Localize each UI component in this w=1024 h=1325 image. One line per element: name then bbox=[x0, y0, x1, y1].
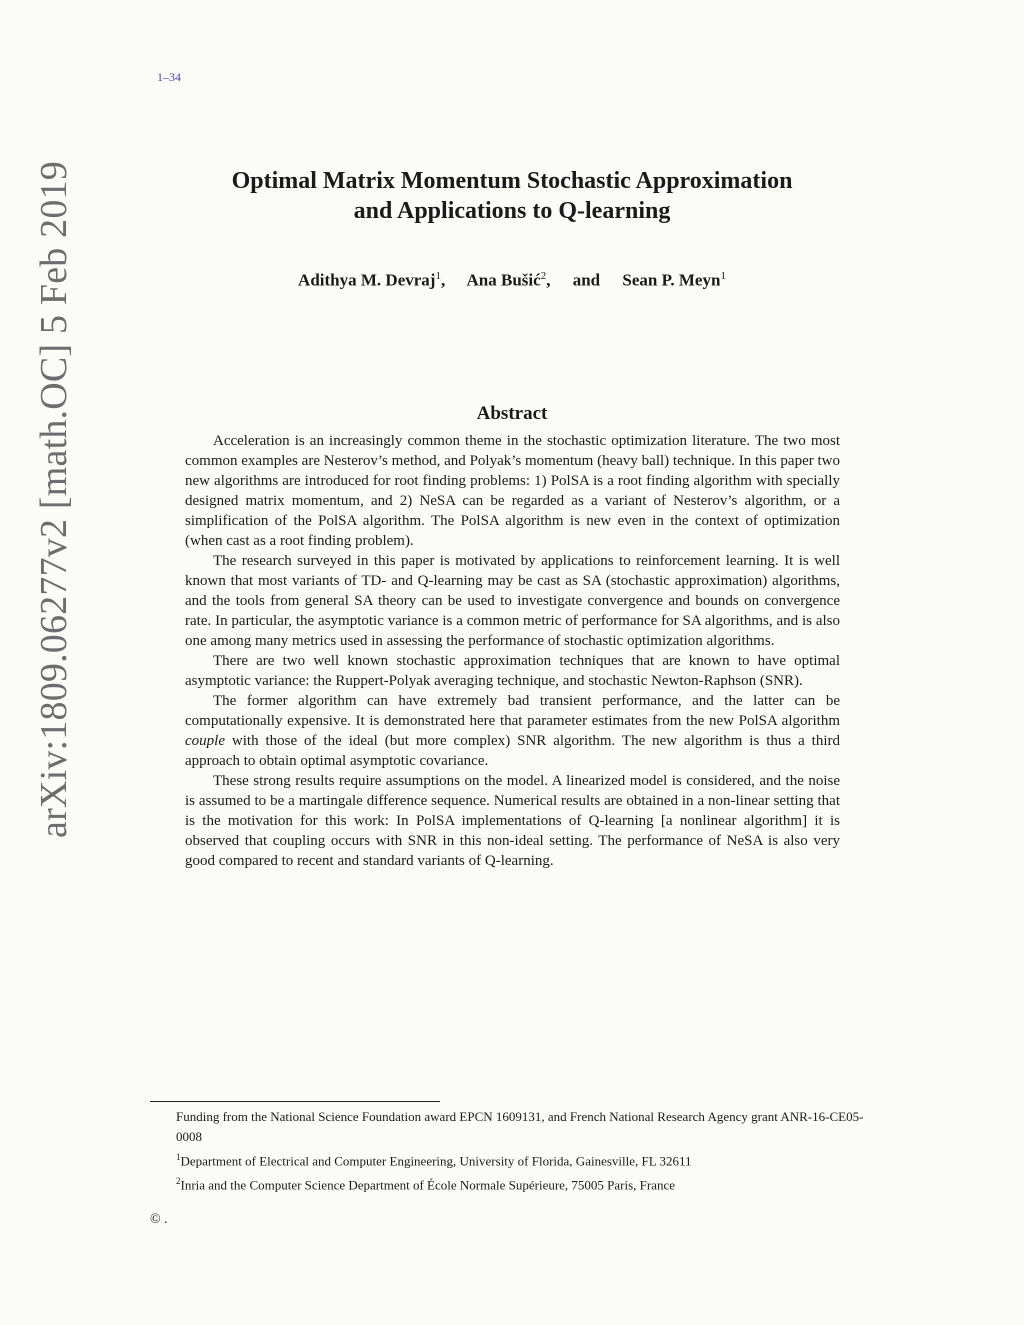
affiliation-mark: 1 bbox=[720, 270, 726, 282]
funding-note: Funding from the National Science Foundation award EPCN 1609131, and French National Research Agency grant ANR-16-CE05-0008 bbox=[176, 1109, 864, 1144]
author-list: Adithya M. Devraj$^1$, Ana Bušić$^2$, and Sean P. Meyn$^1$ bbox=[298, 270, 726, 290]
page-range: 1–34 bbox=[157, 70, 181, 84]
author-conjunction: and bbox=[572, 270, 601, 290]
affiliation-mark: 1 bbox=[435, 270, 441, 282]
affiliation-mark: 1 bbox=[176, 1152, 181, 1162]
footnotes bbox=[176, 1107, 886, 1196]
affiliation-text: Inria and the Computer Science Department of École Normale Supérieure, 75005 Paris, France bbox=[180, 1177, 676, 1193]
footnote-divider bbox=[150, 1101, 440, 1102]
arxiv-stamp: arXiv:1809.06277v2 [math.OC] 5 Feb 2019 bbox=[33, 161, 75, 838]
author-name: Sean P. Meyn bbox=[622, 270, 721, 290]
text-run: with those of the ideal (but more complex) SNR algorithm. The new algorithm is thus a third approach to obtain optimal asymptotic covariance. bbox=[185, 733, 841, 769]
paper-title bbox=[150, 166, 874, 226]
abstract-paragraph bbox=[185, 691, 840, 771]
text-run: The former algorithm can have extremely bad transient performance, and the latter can be computationally expensive. It is demonstrated here that parameter estimates from the new PolSA algorithm bbox=[185, 693, 840, 729]
author-name: Ana Bušić bbox=[466, 270, 541, 290]
author-name: Adithya M. Devraj bbox=[298, 270, 436, 290]
abstract-paragraph: These strong results require assumptions on the model. A linearized model is considered, and the noise is assumed to be a martingale difference sequence. Numerical results are obtained in a non-linear setting that is the motivation for this work: In PolSA implementations of Q-learning [a nonlinear algorithm] it is observed that coupling occurs with SNR in this non-ideal setting. The performance of NeSA is also very good compared to recent and standard variants of Q-learning. bbox=[185, 773, 840, 869]
abstract-paragraph: There are two well known stochastic approximation techniques that are known to have optimal asymptotic variance: the Ruppert-Polyak averaging technique, and stochastic Newton-Raphson (SNR). bbox=[185, 653, 840, 689]
affiliation-mark: 2 bbox=[540, 270, 547, 282]
affiliation-note bbox=[176, 1147, 886, 1171]
title-line-2: and Applications to Q-learning bbox=[353, 198, 671, 224]
abstract-body bbox=[185, 431, 840, 871]
affiliation-note bbox=[176, 1171, 886, 1195]
abstract-heading: Abstract bbox=[476, 403, 548, 424]
affiliation-text: Department of Electrical and Computer Engineering, University of Florida, Gainesville, FL 32611 bbox=[180, 1153, 692, 1169]
emphasized-word: couple bbox=[185, 733, 225, 749]
abstract-paragraph: The research surveyed in this paper is motivated by applications to reinforcement learning. It is well known that most variants of TD- and Q-learning may be cast as SA (stochastic approximation) algorithms, and the tools from general SA theory can be used to investigate convergence and bounds on convergence rate. In particular, the asymptotic variance is a common metric of performance for SA algorithms, and is also one among many metrics used in assessing the performance of stochastic optimization algorithms. bbox=[185, 553, 840, 649]
affiliation-mark: 2 bbox=[176, 1176, 181, 1187]
abstract-paragraph: Acceleration is an increasingly common theme in the stochastic optimization literature. The two most common examples are Nesterov’s method, and Polyak’s momentum (heavy ball) technique. In this paper two new algorithms are introduced for root finding problems: 1) PolSA is a root finding algorithm with specially designed matrix momentum, and 2) NeSA can be regarded as a variant of Nesterov’s algorithm, or a simplification of the PolSA algorithm. The PolSA algorithm is new even in the context of optimization (when cast as a root finding problem). bbox=[185, 433, 840, 549]
title-line-1: Optimal Matrix Momentum Stochastic Approximation bbox=[231, 168, 793, 194]
copyright-notice: © . bbox=[150, 1212, 168, 1227]
